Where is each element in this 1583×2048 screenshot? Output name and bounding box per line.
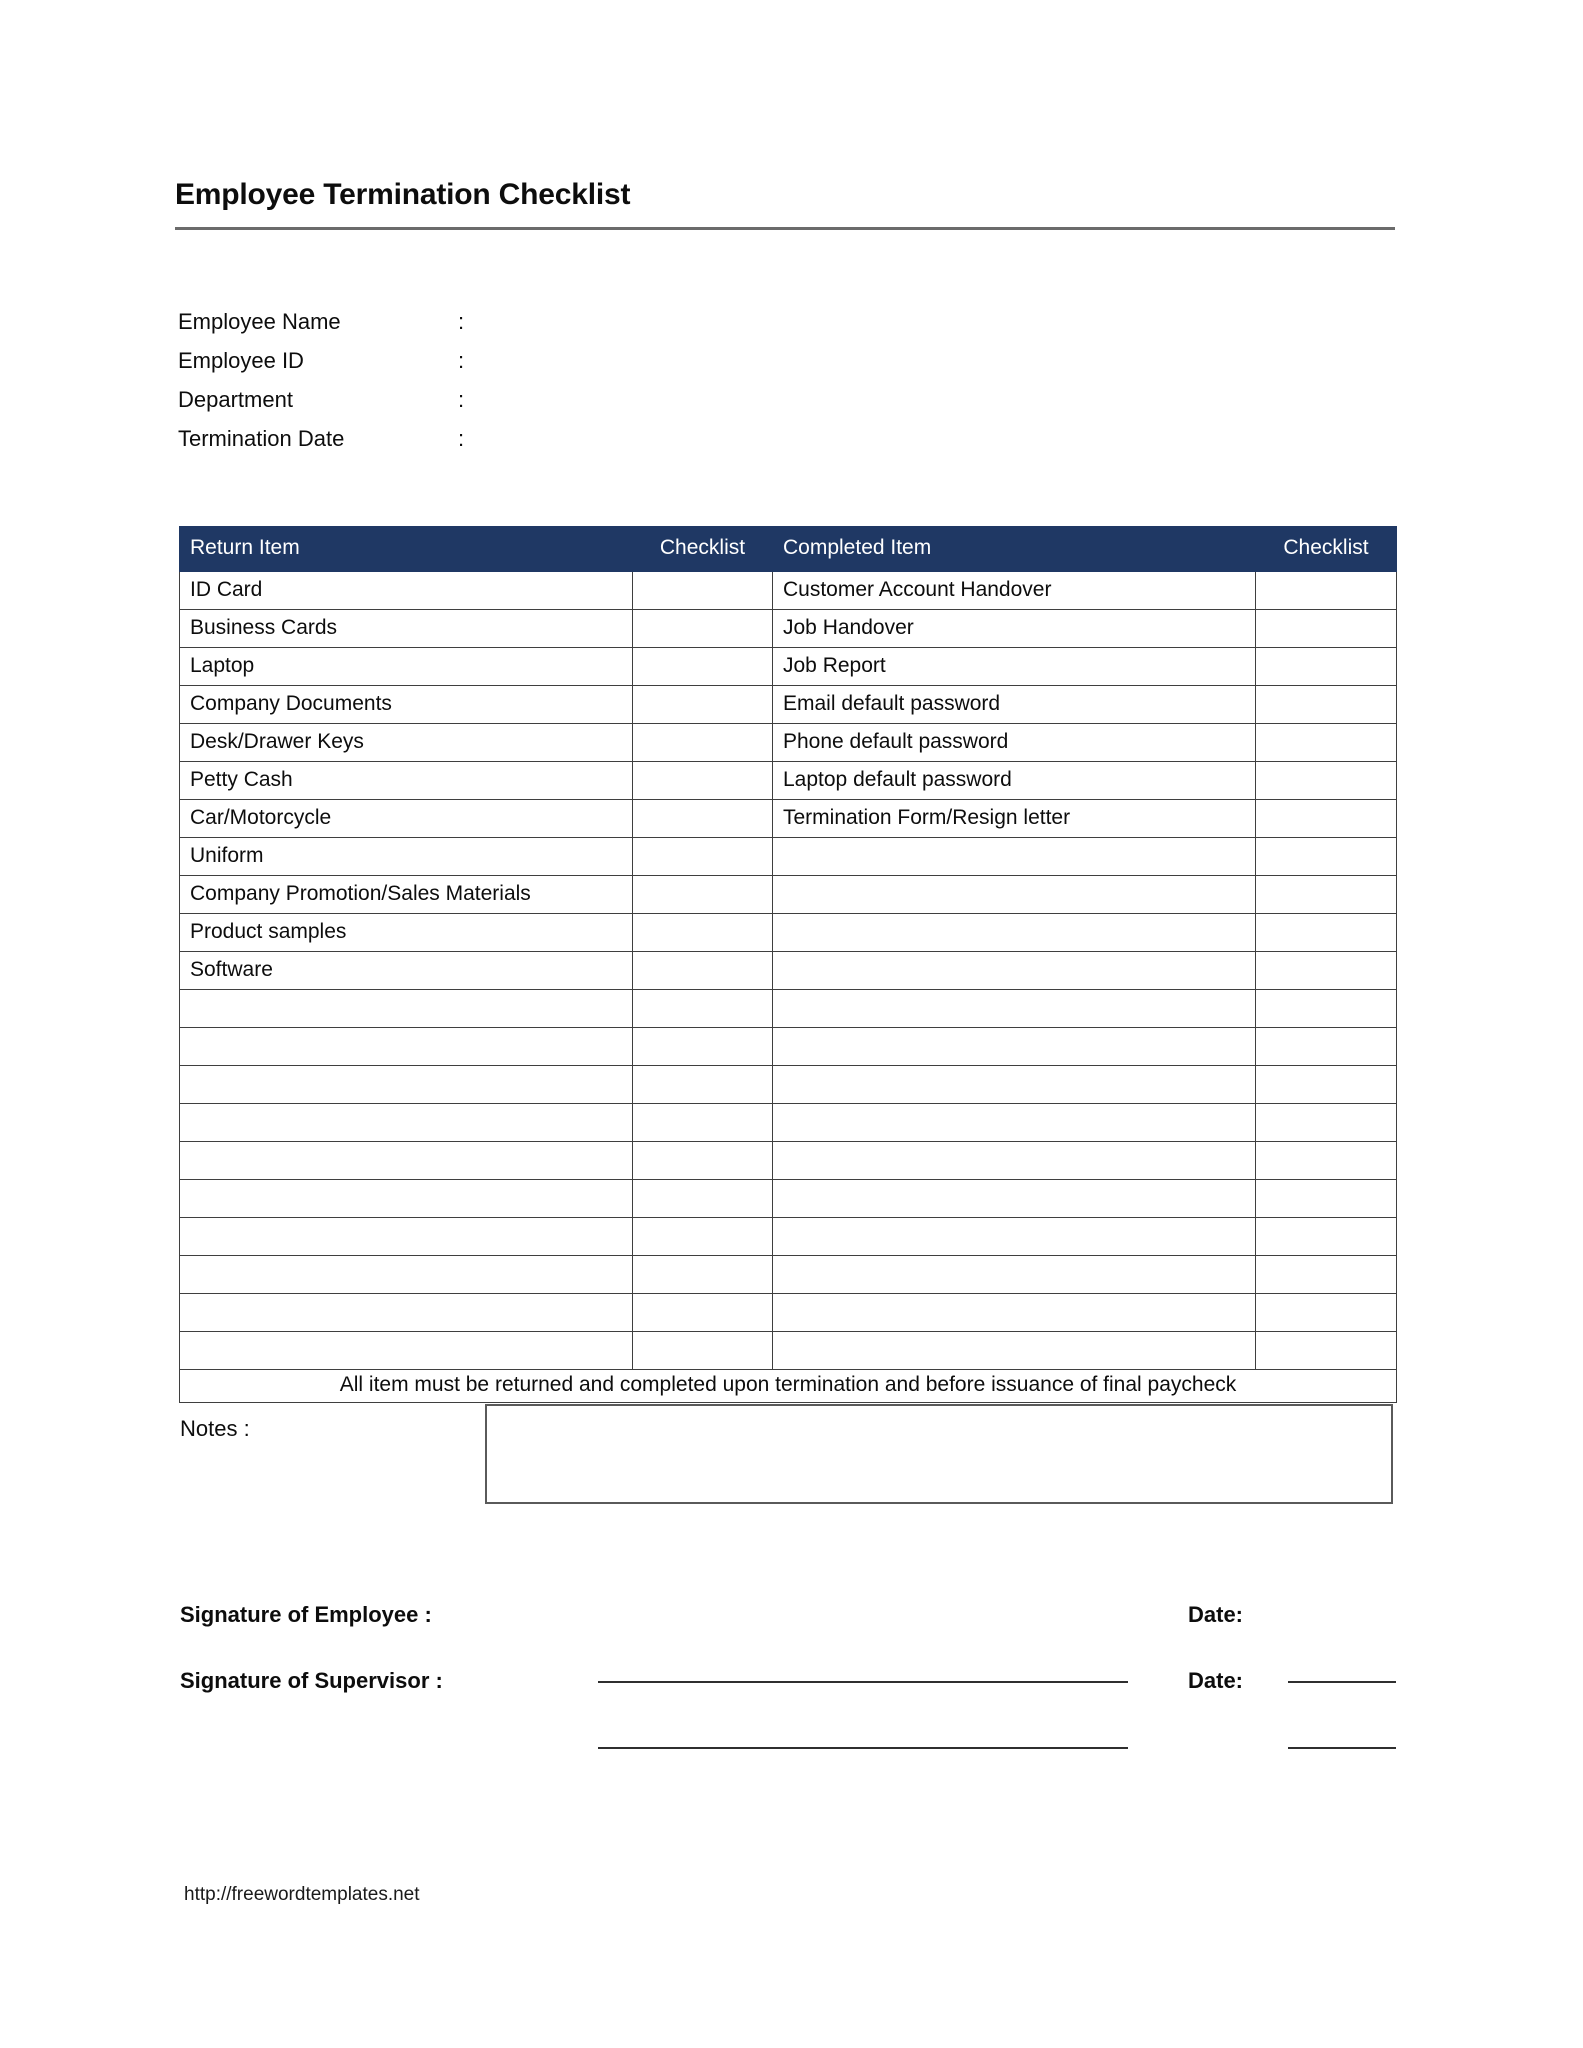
cell-return-item [180, 1256, 633, 1294]
cell-return-item [180, 1218, 633, 1256]
table-row [180, 914, 1397, 952]
cell-return-item [180, 1028, 633, 1066]
notes-label: Notes : [180, 1416, 250, 1441]
cell-checklist-left[interactable] [633, 1066, 773, 1104]
cell-checklist-right[interactable] [1256, 914, 1397, 952]
cell-checklist-right[interactable] [1256, 1294, 1397, 1332]
cell-completed-item [773, 1104, 1256, 1142]
column-header-checklist-right: Checklist [1256, 527, 1397, 572]
cell-checklist-right[interactable] [1256, 610, 1397, 648]
signature-supervisor-label: Signature of Supervisor : [180, 1668, 443, 1693]
table-row [180, 1294, 1397, 1332]
cell-completed-item [773, 838, 1256, 876]
employee-name-input[interactable] [476, 328, 778, 329]
cell-completed-item [773, 1180, 1256, 1218]
cell-checklist-left[interactable] [633, 610, 773, 648]
cell-return-item: Petty Cash [180, 762, 633, 800]
table-row [180, 724, 1397, 762]
cell-completed-item [773, 1256, 1256, 1294]
termination-date-input[interactable] [476, 445, 778, 446]
cell-return-item: Product samples [180, 914, 633, 952]
cell-checklist-right[interactable] [1256, 686, 1397, 724]
cell-checklist-right[interactable] [1256, 1218, 1397, 1256]
cell-checklist-left[interactable] [633, 762, 773, 800]
footer-url[interactable]: http://freewordtemplates.net [184, 1884, 420, 1905]
cell-checklist-right[interactable] [1256, 1066, 1397, 1104]
cell-checklist-right[interactable] [1256, 800, 1397, 838]
table-row [180, 952, 1397, 990]
cell-completed-item: Phone default password [773, 724, 1256, 762]
cell-completed-item [773, 876, 1256, 914]
cell-checklist-left[interactable] [633, 838, 773, 876]
column-header-completed-item: Completed Item [773, 527, 1256, 572]
table-row [180, 1142, 1397, 1180]
table-footer [180, 1370, 1397, 1403]
date-supervisor-line[interactable] [1288, 1747, 1396, 1749]
field-row-department [178, 380, 778, 419]
table-row [180, 572, 1397, 610]
table-footer-row [180, 1370, 1397, 1403]
termination-date-label: Termination Date [178, 426, 345, 451]
cell-completed-item [773, 1066, 1256, 1104]
table-row [180, 800, 1397, 838]
title-divider [175, 227, 1395, 230]
cell-checklist-left[interactable] [633, 1332, 773, 1370]
cell-checklist-left[interactable] [633, 1104, 773, 1142]
department-colon: : [458, 387, 465, 412]
cell-completed-item: Laptop default password [773, 762, 1256, 800]
date-label-supervisor: Date: [1188, 1668, 1244, 1693]
table-header [180, 527, 1397, 572]
table-body [180, 572, 1397, 1370]
table-row [180, 1066, 1397, 1104]
notes-input[interactable] [485, 1404, 1393, 1504]
table-row [180, 838, 1397, 876]
cell-return-item: ID Card [180, 572, 633, 610]
cell-return-item [180, 1066, 633, 1104]
cell-return-item [180, 990, 633, 1028]
cell-completed-item [773, 1294, 1256, 1332]
signature-employee-label: Signature of Employee : [180, 1602, 432, 1627]
table-header-row [180, 527, 1397, 572]
footer-note: All item must be returned and completed upon termination and before issuance of final paycheck [180, 1370, 1397, 1403]
cell-checklist-right[interactable] [1256, 1180, 1397, 1218]
employee-id-colon: : [458, 348, 465, 373]
cell-checklist-left[interactable] [633, 990, 773, 1028]
cell-completed-item [773, 1142, 1256, 1180]
page-title: Employee Termination Checklist [175, 178, 631, 211]
cell-completed-item [773, 914, 1256, 952]
cell-checklist-right[interactable] [1256, 876, 1397, 914]
cell-return-item [180, 1180, 633, 1218]
cell-return-item: Uniform [180, 838, 633, 876]
title-block [175, 178, 1395, 230]
field-row-employee-id [178, 341, 778, 380]
table-row [180, 1180, 1397, 1218]
cell-checklist-left[interactable] [633, 1294, 773, 1332]
cell-checklist-left[interactable] [633, 1142, 773, 1180]
table-row [180, 1256, 1397, 1294]
cell-completed-item [773, 952, 1256, 990]
cell-checklist-left[interactable] [633, 648, 773, 686]
cell-checklist-right[interactable] [1256, 952, 1397, 990]
cell-return-item [180, 1332, 633, 1370]
table-row [180, 1104, 1397, 1142]
cell-checklist-left[interactable] [633, 572, 773, 610]
cell-checklist-right[interactable] [1256, 572, 1397, 610]
cell-checklist-right[interactable] [1256, 724, 1397, 762]
table-row [180, 990, 1397, 1028]
table-row [180, 1218, 1397, 1256]
table-row [180, 648, 1397, 686]
cell-checklist-left[interactable] [633, 876, 773, 914]
cell-checklist-left[interactable] [633, 686, 773, 724]
cell-checklist-right[interactable] [1256, 1142, 1397, 1180]
table-row [180, 876, 1397, 914]
cell-return-item: Desk/Drawer Keys [180, 724, 633, 762]
cell-checklist-left[interactable] [633, 1028, 773, 1066]
cell-checklist-left[interactable] [633, 800, 773, 838]
cell-completed-item: Email default password [773, 686, 1256, 724]
cell-return-item: Software [180, 952, 633, 990]
cell-checklist-left[interactable] [633, 1256, 773, 1294]
cell-return-item: Company Documents [180, 686, 633, 724]
table-row [180, 762, 1397, 800]
table-row [180, 1028, 1397, 1066]
cell-checklist-right[interactable] [1256, 1256, 1397, 1294]
table-row [180, 686, 1397, 724]
date-label-employee: Date: [1188, 1602, 1244, 1627]
cell-return-item [180, 1294, 633, 1332]
cell-completed-item: Customer Account Handover [773, 572, 1256, 610]
cell-checklist-left[interactable] [633, 1180, 773, 1218]
cell-checklist-left[interactable] [633, 952, 773, 990]
cell-return-item: Company Promotion/Sales Materials [180, 876, 633, 914]
cell-checklist-right[interactable] [1256, 838, 1397, 876]
cell-completed-item [773, 1332, 1256, 1370]
employee-name-colon: : [458, 309, 465, 334]
cell-checklist-right[interactable] [1256, 1104, 1397, 1142]
cell-completed-item [773, 1218, 1256, 1256]
cell-return-item: Car/Motorcycle [180, 800, 633, 838]
cell-return-item: Laptop [180, 648, 633, 686]
termination-checklist-table [179, 526, 1397, 1403]
cell-checklist-right[interactable] [1256, 762, 1397, 800]
employee-id-label: Employee ID [178, 348, 304, 373]
department-input[interactable] [476, 406, 778, 407]
cell-checklist-right[interactable] [1256, 1028, 1397, 1066]
date-employee-line[interactable] [1288, 1681, 1396, 1683]
field-row-employee-name [178, 302, 778, 341]
cell-completed-item: Termination Form/Resign letter [773, 800, 1256, 838]
cell-completed-item: Job Handover [773, 610, 1256, 648]
department-label: Department [178, 387, 293, 412]
signature-supervisor-line[interactable] [598, 1747, 1128, 1749]
cell-return-item: Business Cards [180, 610, 633, 648]
cell-checklist-left[interactable] [633, 1218, 773, 1256]
column-header-return-item: Return Item [180, 527, 633, 572]
signature-employee-line[interactable] [598, 1681, 1128, 1683]
cell-return-item [180, 1104, 633, 1142]
cell-checklist-left[interactable] [633, 914, 773, 952]
employee-name-label: Employee Name [178, 309, 341, 334]
table-row [180, 610, 1397, 648]
cell-checklist-right[interactable] [1256, 648, 1397, 686]
cell-completed-item [773, 1028, 1256, 1066]
field-row-termination-date [178, 419, 778, 458]
termination-date-colon: : [458, 426, 465, 451]
cell-checklist-right[interactable] [1256, 990, 1397, 1028]
cell-checklist-left[interactable] [633, 724, 773, 762]
table-row [180, 1332, 1397, 1370]
column-header-checklist-left: Checklist [633, 527, 773, 572]
employee-id-input[interactable] [476, 367, 778, 368]
cell-checklist-right[interactable] [1256, 1332, 1397, 1370]
cell-return-item [180, 1142, 633, 1180]
cell-completed-item: Job Report [773, 648, 1256, 686]
employee-info-section [178, 302, 778, 458]
cell-completed-item [773, 990, 1256, 1028]
